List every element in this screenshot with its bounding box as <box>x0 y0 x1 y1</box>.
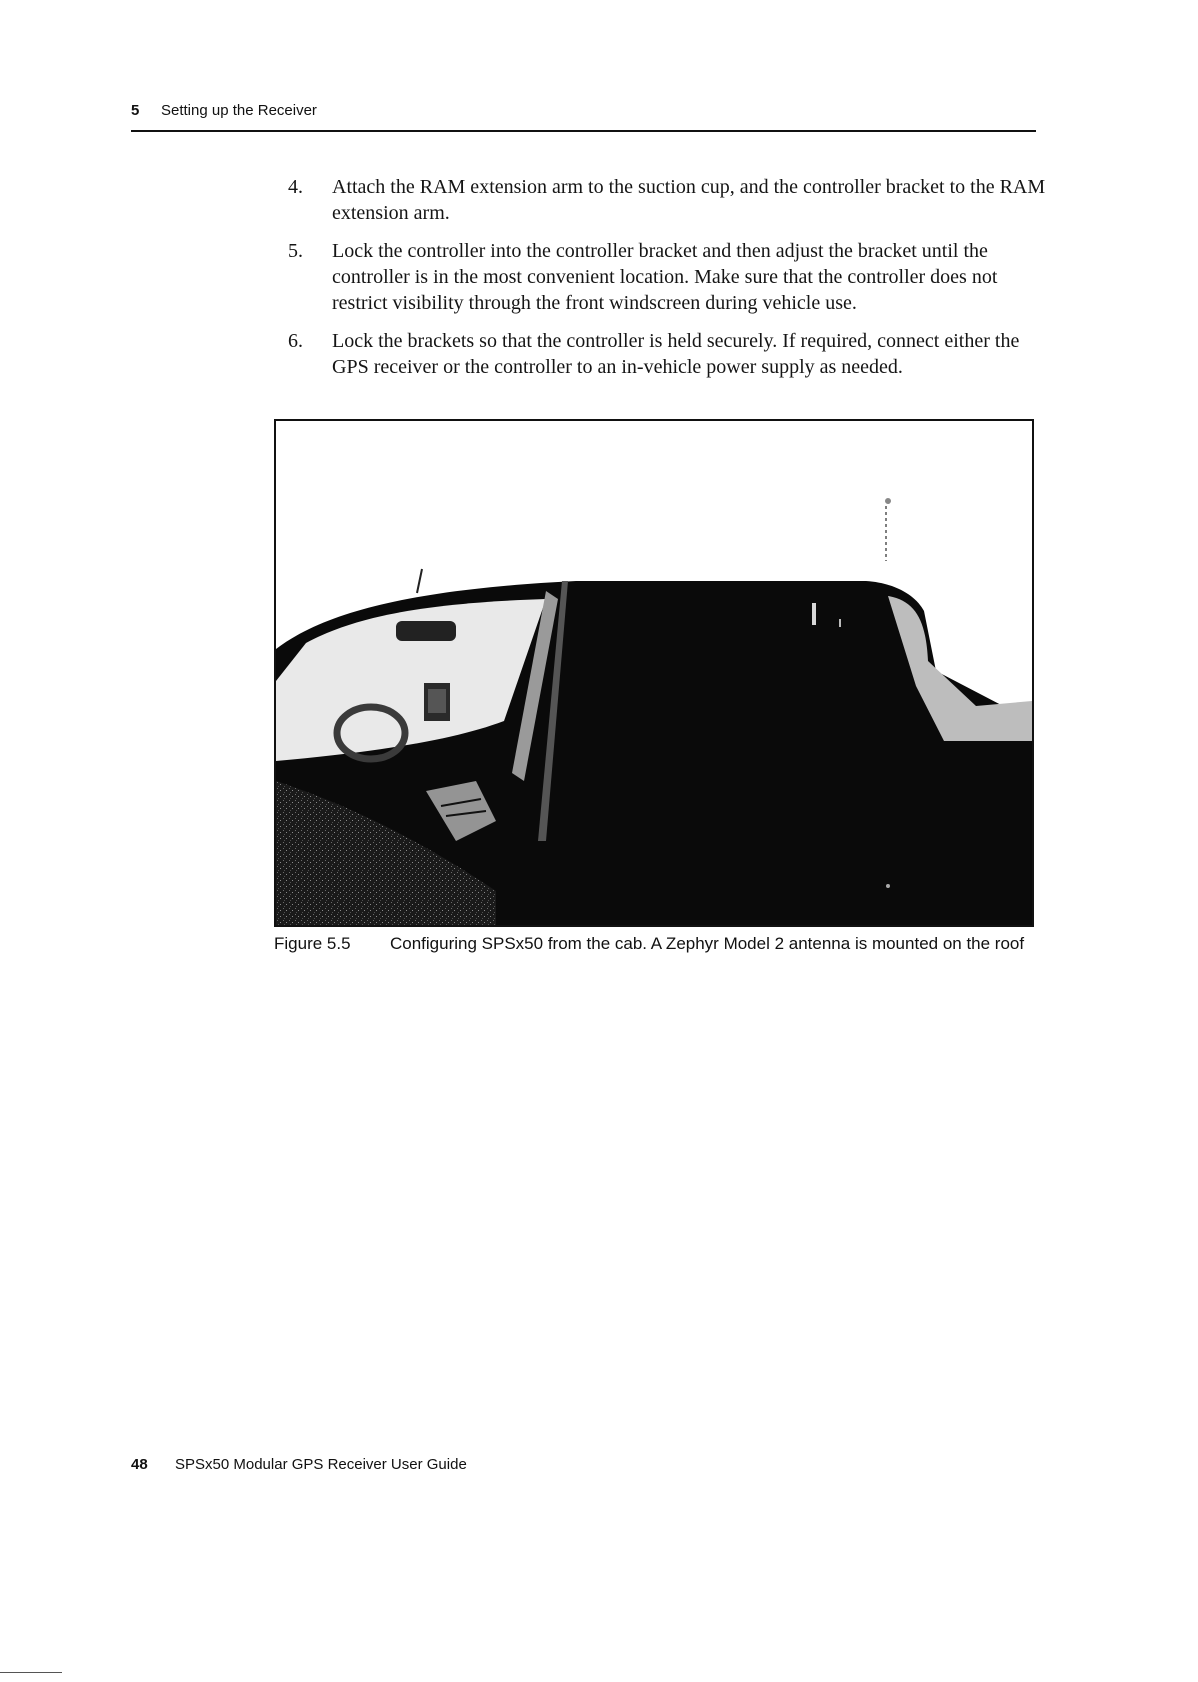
step-text: Attach the RAM extension arm to the suction cup, and the controller bracket to the RAM extension arm. <box>332 176 1046 224</box>
figure-label: Figure 5.5 <box>274 934 351 953</box>
figure-caption-text: Configuring SPSx50 from the cab. A Zephyr Model 2 antenna is mounted on the roof <box>390 934 1025 953</box>
step-number: 6. <box>288 330 303 352</box>
chapter-title: Setting up the Receiver <box>161 102 317 119</box>
step-item <box>288 328 1048 380</box>
header-rule <box>131 130 1036 132</box>
running-header <box>131 102 317 119</box>
figure-photo <box>274 419 1034 927</box>
page-number: 48 <box>131 1456 148 1473</box>
step-item <box>288 238 1048 316</box>
step-item <box>288 174 1048 226</box>
vehicle-cab-photo <box>276 421 1032 925</box>
step-text: Lock the controller into the controller bracket and then adjust the bracket until the controller is in the most convenient location. Make sure that the controller does not restrict visibility through the front windscreen during vehicle use. <box>332 240 998 314</box>
step-number: 5. <box>288 240 303 262</box>
scan-artifact-line <box>0 1672 62 1673</box>
chapter-number: 5 <box>131 102 140 119</box>
procedure-steps <box>288 174 1048 392</box>
figure-caption <box>274 933 1044 955</box>
step-number: 4. <box>288 176 303 198</box>
document-title: SPSx50 Modular GPS Receiver User Guide <box>175 1456 467 1473</box>
running-footer <box>131 1456 467 1473</box>
step-text: Lock the brackets so that the controller is held securely. If required, connect either the GPS receiver or the controller to an in-vehicle power supply as needed. <box>332 330 1020 378</box>
